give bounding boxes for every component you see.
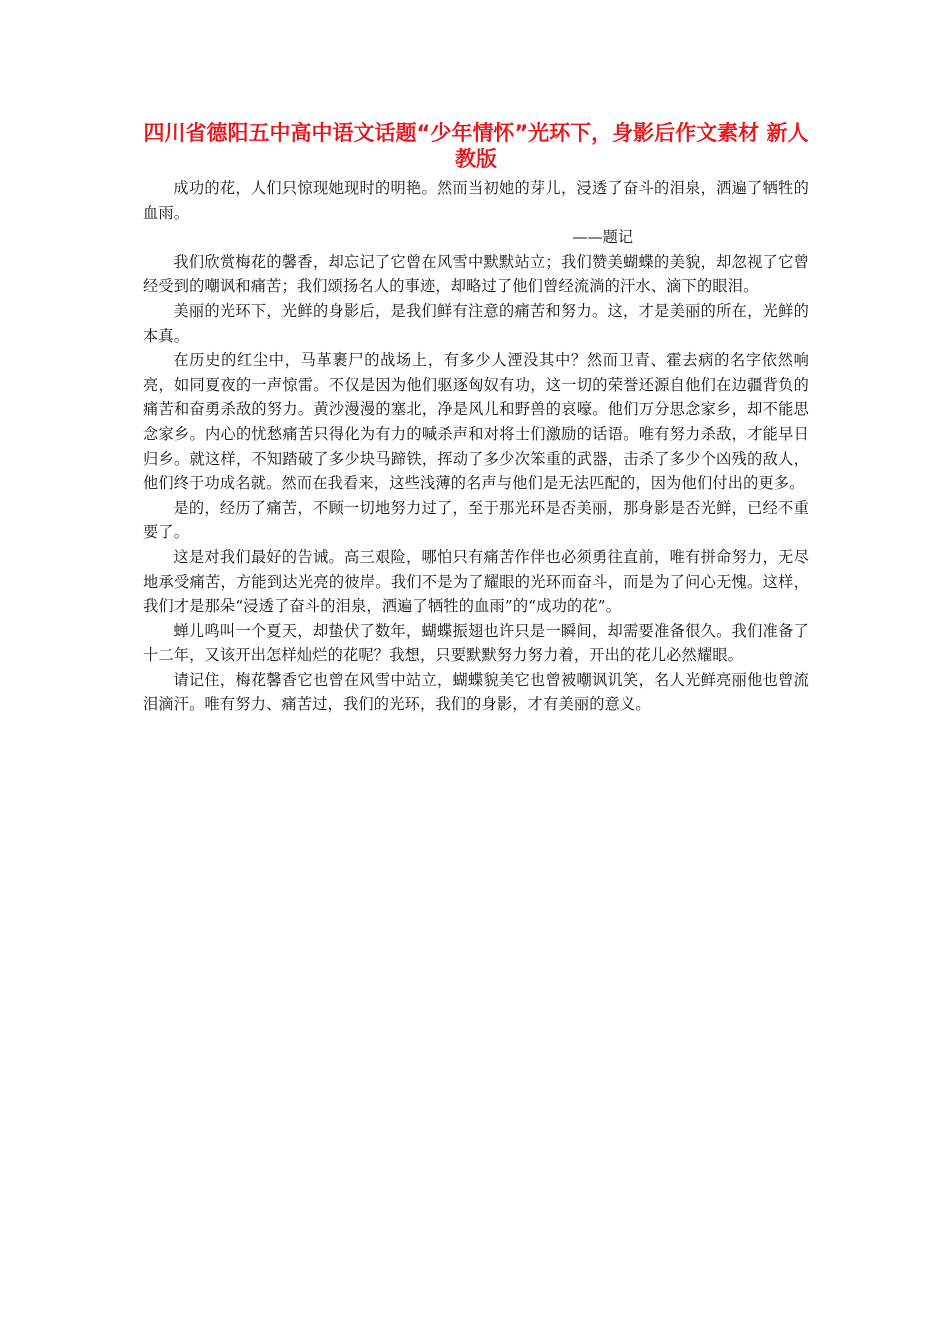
paragraph-2: 美丽的光环下，光鲜的身影后，是我们鲜有注意的痛苦和努力。这，才是美丽的所在，光鲜的本真。	[143, 301, 809, 345]
paragraph-7: 请记住，梅花馨香它也曾在风雪中站立，蝴蝶貌美它也曾被嘲讽讥笑，名人光鲜亮丽他也曾流泪滴汗。唯有努力、痛苦过，我们的光环，我们的身影，才有美丽的意义。	[143, 670, 809, 714]
epigraph-source: ——题记	[572, 228, 633, 247]
paragraph-5: 这是对我们最好的告诫。高三艰险，哪怕只有痛苦作伴也必须勇往直前，唯有拼命努力，无尽地承受痛苦，方能到达光亮的彼岸。我们不是为了耀眼的光环而奋斗，而是为了问心无愧。这样，我们才是那朵“浸透了奋斗的泪泉，洒遍了牺牲的血雨”的“成功的花”。	[143, 547, 809, 616]
epigraph: 成功的花，人们只惊现她现时的明艳。然而当初她的芽儿，浸透了奋斗的泪泉，洒遍了牺牲的血雨。	[143, 179, 809, 222]
document-page	[143, 120, 809, 717]
paragraph-4: 是的，经历了痛苦，不顾一切地努力过了，至于那光环是否美丽，那身影是否光鲜，已经不重要了。	[143, 498, 809, 542]
paragraph-6: 蝉儿鸣叫一个夏天，却蛰伏了数年，蝴蝶振翅也许只是一瞬间，却需要准备很久。我们准备了十二年，又该开出怎样灿烂的花呢？我想，只要默默努力努力着，开出的花儿必然耀眼。	[143, 621, 809, 665]
document-title: 四川省德阳五中高中语文话题“少年情怀”光环下，身影后作文素材 新人教版	[143, 121, 809, 171]
paragraph-1: 我们欣赏梅花的馨香，却忘记了它曾在风雪中默默站立；我们赞美蝴蝶的美貌，却忽视了它曾经受到的嘲讽和痛苦；我们颂扬名人的事迹，却略过了他们曾经流淌的汗水、滴下的眼泪。	[143, 252, 809, 296]
paragraph-3: 在历史的红尘中，马革裹尸的战场上，有多少人湮没其中？然而卫青、霍去病的名字依然响亮，如同夏夜的一声惊雷。不仅是因为他们驱逐匈奴有功，这一切的荣誉还源自他们在边疆背负的痛苦和奋勇杀敌的努力。黄沙漫漫的塞北，净是风儿和野兽的哀嚎。他们万分思念家乡，却不能思念家乡。内心的忧愁痛苦只得化为有力的喊杀声和对将士们激励的话语。唯有努力杀敌，才能早日归乡。就这样，不知踏破了多少块马蹄铁，挥动了多少次笨重的武器，击杀了多少个凶残的敌人，他们终于功成名就。然而在我看来，这些浅薄的名声与他们是无法匹配的，因为他们付出的更多。	[143, 351, 809, 493]
